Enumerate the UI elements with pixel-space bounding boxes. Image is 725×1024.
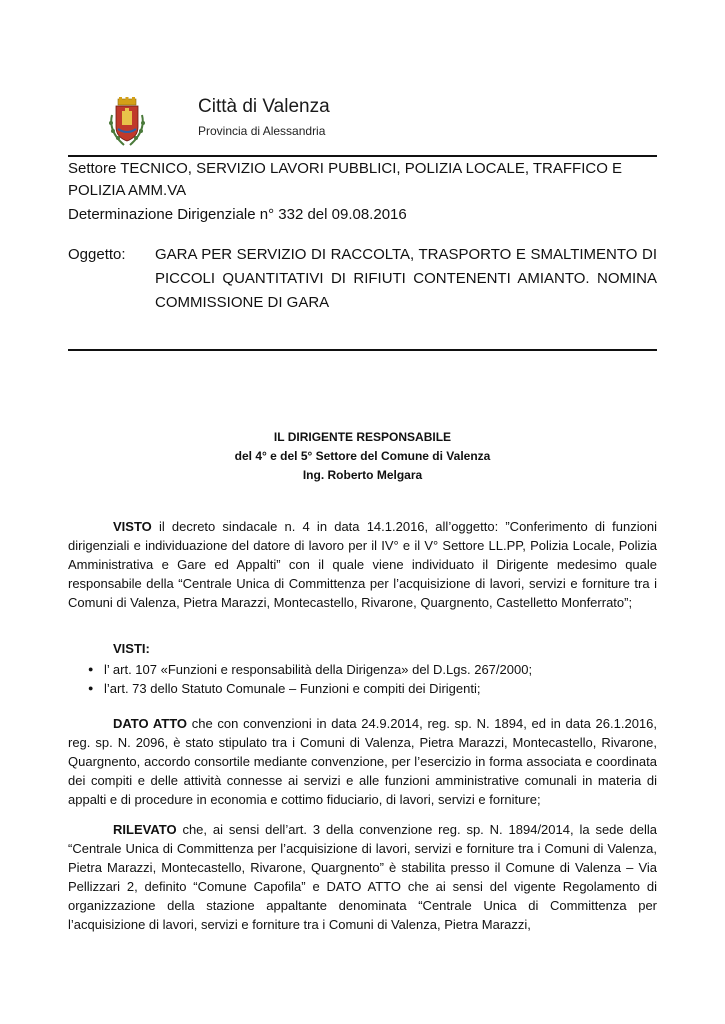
city-crest-icon xyxy=(104,97,150,149)
subject-label: Oggetto: xyxy=(68,246,126,263)
list-item: ● l’ art. 107 «Funzioni e responsabilità della Dirigenza» del D.Lgs. 267/2000; xyxy=(88,660,657,679)
rilevato-text: che, ai sensi dell’art. 3 della convenzione reg. sp. N. 1894/2014, la sede della “Centrale Unica di Committenza per l’acquisizione di lavori, servizi e forniture tra i Comuni di Valenza, Pietra Marazzi, Montecastello, Rivarone, Quargnento” è stabilita presso il Comune di Valenza – Via Pellizzari 2, definito “Comune Capofila” e DATO ATTO che ai sensi del vigente Regolamento di organizzazione della stazione appaltante denominata “Centrale Unica di Committenza per l’acquisizione di lavori, servizi e forniture tra i Comuni di Valenza, Pietra Marazzi, xyxy=(68,822,657,932)
dirigente-sector: del 4° e del 5° Settore del Comune di Valenza xyxy=(234,449,491,463)
dirigente-title: IL DIRIGENTE RESPONSABILE xyxy=(273,430,452,444)
province-name: Provincia di Alessandria xyxy=(198,124,326,138)
determination-number: Determinazione Dirigenziale n° 332 del 09.08.2016 xyxy=(68,206,407,223)
visti-title: VISTI: xyxy=(113,641,150,656)
subject-text xyxy=(155,243,657,315)
subject-line-3: COMMISSIONE DI GARA xyxy=(155,294,330,311)
subject-line-2: PICCOLI QUANTITATIVI DI RIFIUTI CONTENENTI AMIANTO. NOMINA xyxy=(155,270,657,287)
subject-divider xyxy=(68,349,657,351)
visto-paragraph xyxy=(68,517,657,612)
subject-line-1: GARA PER SERVIZIO DI RACCOLTA, TRASPORTO E SMALTIMENTO DI xyxy=(155,246,657,263)
visto-text: il decreto sindacale n. 4 in data 14.1.2016, all’oggetto: ”Conferimento di funzioni dirigenziali e individuazione del datore di lavoro per il IV° e il V° Settore LL.PP, Polizia Locale, Polizia Amministrativa e Gare ed Appalti” con il quale viene individuato il Dirigente medesimo quale responsabile della “Centrale Unica di Committenza per l’acquisizione di lavori, servizi e forniture tra i Comuni di Valenza, Pietra Marazzi, Montecastello, Rivarone, Quargnento, Castelletto Monferrato”; xyxy=(68,519,657,610)
rilevato-paragraph xyxy=(68,820,657,934)
dirigente-heading xyxy=(68,428,657,485)
sector-title: Settore TECNICO, SERVIZIO LAVORI PUBBLICI, POLIZIA LOCALE, TRAFFICO E POLIZIA AMM.VA xyxy=(68,160,623,199)
dato-atto-paragraph xyxy=(68,714,657,809)
visto-keyword: VISTO xyxy=(113,519,152,534)
visti-list xyxy=(68,660,657,698)
rilevato-keyword: RILEVATO xyxy=(113,822,177,837)
list-item: ● l’art. 73 dello Statuto Comunale – Funzioni e compiti dei Dirigenti; xyxy=(88,679,657,698)
city-name: Città di Valenza xyxy=(198,96,330,117)
dato-atto-keyword: DATO ATTO xyxy=(113,716,188,731)
header-divider xyxy=(68,155,657,157)
dirigente-name: Ing. Roberto Melgara xyxy=(302,468,423,482)
dato-atto-text: che con convenzioni in data 24.9.2014, reg. sp. N. 1894, ed in data 26.1.2016, reg. sp. N. 2096, è stato stipulato tra i Comuni di Valenza, Pietra Marazzi, Montecastello, Rivarone, Quargnento, accordo consortile mediante convenzione, per l’esercizio in forma associata e coordinata dei compiti e delle attività connesse ai servizi e alle funzioni amministrative comunali in materia di appalti e di procedure in economia e cottimo fiduciario, di lavori, servizi e forniture; xyxy=(68,716,657,807)
